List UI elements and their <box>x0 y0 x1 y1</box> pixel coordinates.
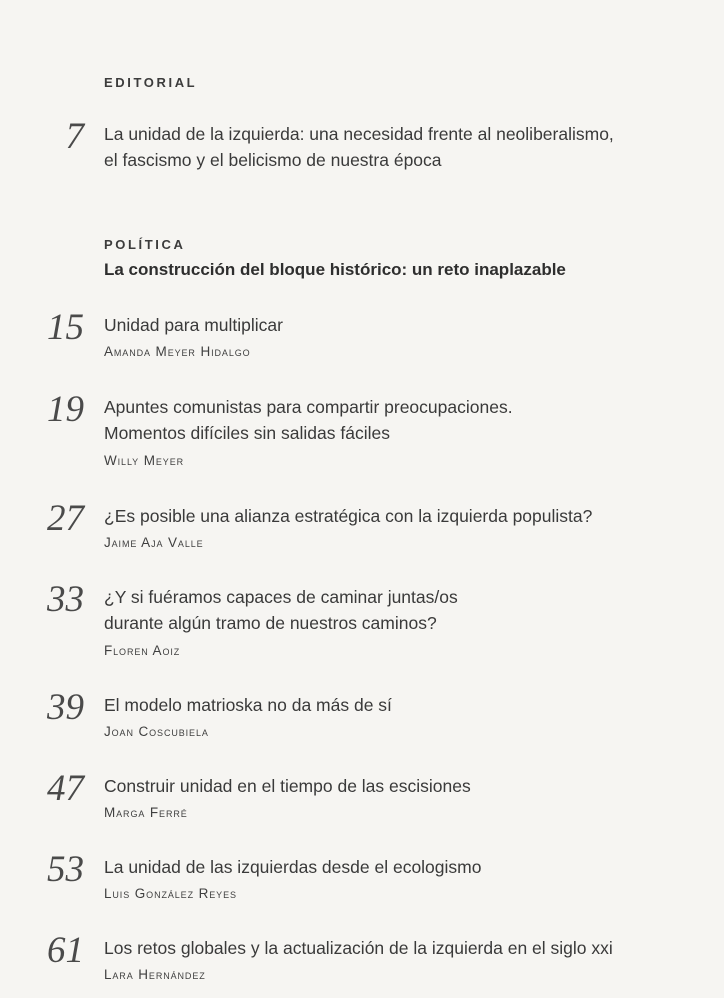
entry-title-line: El modelo matrioska no da más de sí <box>104 695 392 715</box>
entry-author: Floren Aoiz <box>104 643 181 658</box>
entry-title-line: ¿Y si fuéramos capaces de caminar juntas/os <box>104 587 458 607</box>
entry-title <box>104 773 704 799</box>
entry-title <box>104 312 704 338</box>
entry-title-line: Los retos globales y la actualización de la izquierda en el siglo xxi <box>104 938 613 958</box>
entry-author: Luis González Reyes <box>104 886 237 901</box>
entry-author: Jaime Aja Valle <box>104 535 204 550</box>
entry-title <box>104 854 704 880</box>
page-number: 19 <box>47 389 84 430</box>
section-subtitle: La construcción del bloque histórico: un reto inaplazable <box>104 260 566 279</box>
entry-title-line: Unidad para multiplicar <box>104 315 283 335</box>
page-number: 39 <box>47 687 84 728</box>
entry-author: Lara Hernández <box>104 967 206 982</box>
section-label-editorial: EDITORIAL <box>104 75 198 90</box>
entry-author: Joan Coscubiela <box>104 724 209 739</box>
page-number: 33 <box>47 579 84 620</box>
entry-title-line: La unidad de la izquierda: una necesidad frente al neoliberalismo, <box>104 124 614 144</box>
entry-author: Willy Meyer <box>104 453 184 468</box>
entry-title-line: ¿Es posible una alianza estratégica con la izquierda populista? <box>104 506 593 526</box>
entry-author: Marga Ferré <box>104 805 188 820</box>
entry-title <box>104 692 704 718</box>
entry-title-line: durante algún tramo de nuestros caminos? <box>104 613 437 633</box>
page-number: 47 <box>47 768 84 809</box>
entry-title <box>104 584 704 636</box>
entry-title <box>104 394 704 446</box>
page-number: 27 <box>47 498 84 539</box>
section-label-politica: POLÍTICA <box>104 237 186 252</box>
entry-title-line: Apuntes comunistas para compartir preocupaciones. <box>104 397 513 417</box>
entry-author: Amanda Meyer Hidalgo <box>104 344 251 359</box>
entry-title <box>104 935 704 961</box>
page-number: 7 <box>65 116 84 157</box>
entry-title <box>104 121 704 173</box>
page-number: 61 <box>47 930 84 971</box>
entry-title-line: Construir unidad en el tiempo de las escisiones <box>104 776 471 796</box>
entry-title-line: Momentos difíciles sin salidas fáciles <box>104 423 390 443</box>
entry-title-line: La unidad de las izquierdas desde el ecologismo <box>104 857 482 877</box>
page-number: 53 <box>47 849 84 890</box>
entry-title <box>104 503 704 529</box>
entry-title-line: el fascismo y el belicismo de nuestra época <box>104 150 442 170</box>
page-number: 15 <box>47 307 84 348</box>
